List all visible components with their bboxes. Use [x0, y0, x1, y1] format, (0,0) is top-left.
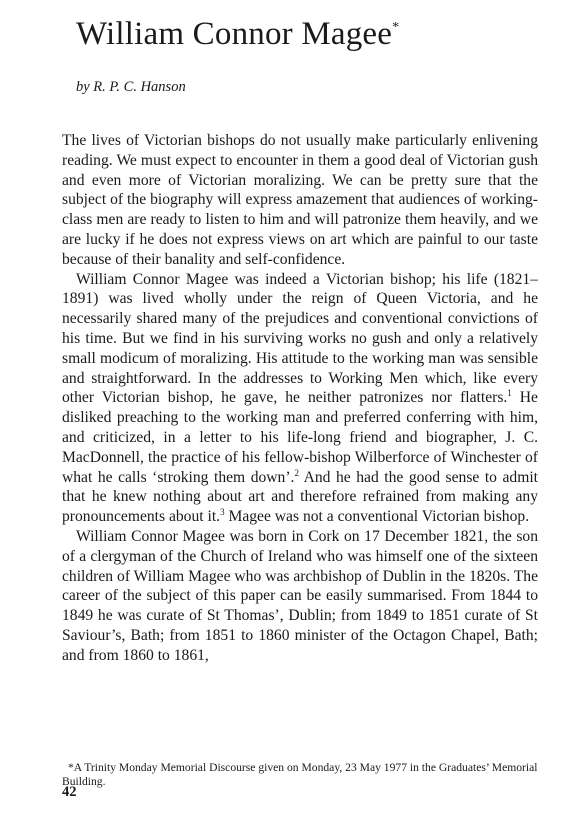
footnote-text: A Trinity Monday Memorial Discourse given on Monday, 23 May 1977 in the Graduates’ Memorial Building. [62, 761, 538, 788]
title-text: William Connor Magee [76, 16, 393, 52]
paragraph-2-part-d: Magee was not a conventional Victorian bishop. [224, 508, 530, 526]
article-body [62, 131, 538, 666]
footnote-mark: * [68, 761, 74, 774]
paragraph-2-part-b: He disliked preaching to the working man and preferred conferring with him, and criticized, in a letter to his life-long friend and biographer, J. C. MacDonnell, the practice of his fellow-bishop Wilberforce of Winchester of what he calls ‘stroking them down’. [62, 389, 538, 486]
paragraph-2-part-c: And he had the good sense to admit that he knew nothing about art and therefore refrained from making any pronouncements about it. [62, 468, 539, 526]
article-title [76, 16, 399, 53]
paragraph-2 [62, 270, 538, 527]
footnote-ref-3: 3 [220, 506, 225, 517]
footnote-ref-1: 1 [507, 388, 512, 399]
paragraph-2-part-a: William Connor Magee was indeed a Victorian bishop; his life (1821–1891) was lived wholly under the reign of Queen Victoria, and he necessarily shared many of the prejudices and conventional convictions of his time. But we find in his surviving works no gush and only a relatively small modicum of moralizing. His attitude to the working man was sensible and straightforward. In the addresses to Working Men which, like every other Victorian bishop, he gave, he neither patronizes nor flatters. [62, 270, 538, 407]
page-number: 42 [62, 784, 77, 800]
paragraph-3: William Connor Magee was born in Cork on 17 December 1821, the son of a clergyman of the Church of Ireland who was himself one of the sixteen children of William Magee who was archbishop of Dublin in the 1820s. The career of the subject of this paper can be easily summarised. From 1844 to 1849 he was curate of St Thomas’, Dublin; from 1849 to 1851 curate of St Saviour’s, Bath; from 1851 to 1860 minister of the Octagon Chapel, Bath; and from 1860 to 1861, [62, 527, 538, 664]
title-footnote-mark: * [392, 20, 400, 35]
footnote [62, 761, 538, 789]
footnote-ref-2: 2 [294, 467, 299, 478]
author-byline: by R. P. C. Hanson [76, 79, 186, 95]
paragraph-1: The lives of Victorian bishops do not usually make particularly enlivening reading. We must expect to encounter in them a good deal of Victorian gush and even more of Victorian moralizing. We can be pretty sure that the subject of the biography will express amazement that audiences of working-class men are ready to listen to him and will patronize them heavily, and we are lucky if he does not express views on art which are painful to our taste because of their banality and self-confidence. [62, 132, 538, 268]
